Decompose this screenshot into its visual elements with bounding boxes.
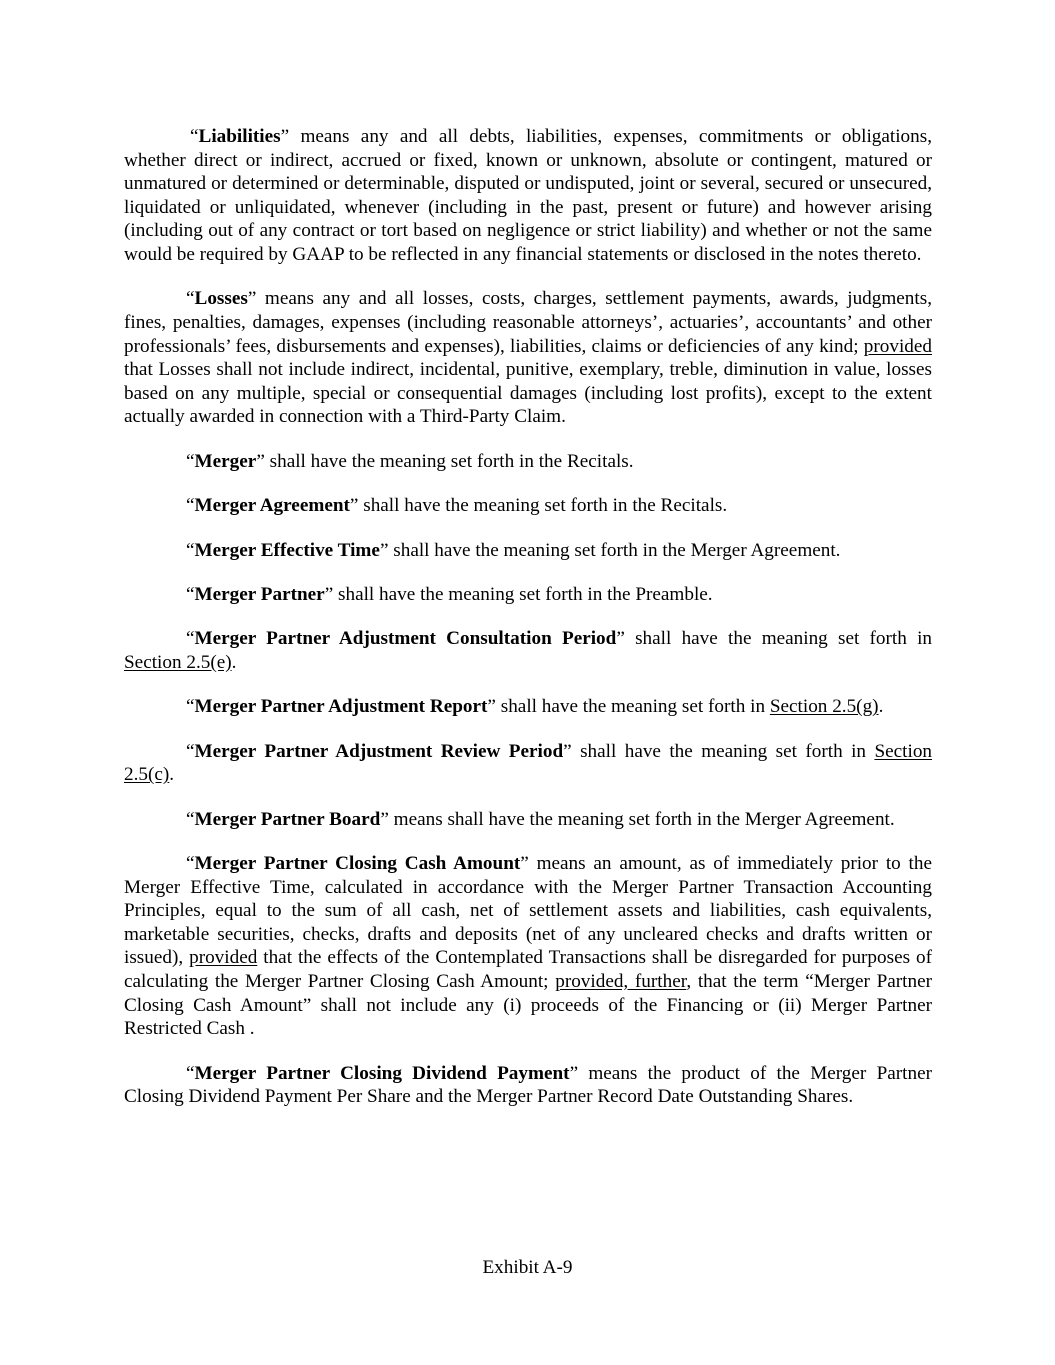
definition-merger-partner-adjustment-review-period: “Merger Partner Adjustment Review Period” shall have the meaning set forth in Section 2.5(c). xyxy=(124,740,933,786)
definition-merger-partner-adjustment-consultation-period: “Merger Partner Adjustment Consultation Period” shall have the meaning set forth in Section 2.5(e). xyxy=(124,628,932,673)
defined-term: Merger Partner Closing Cash Amount xyxy=(194,853,521,875)
definition-liabilities: “Liabilities” means any and all debts, liabilities, expenses, commitments or obligations, whether direct or indirect, accrued or fixed, known or unknown, absolute or contingent, matured or unmatured or determined or determinable, disputed or undisputed, joint or several, secured or unsecured, liquidated or unliquidated, whenever (including in the past, present or future) and however arising (including out of any contract or tort based on negligence or strict liability) and whether or not the same would be required by GAAP to be reflected in any financial statements or disclosed in the notes thereto. xyxy=(124,126,932,265)
defined-term: Merger Partner Adjustment Review Period xyxy=(194,740,564,762)
page-footer: Exhibit A-9 xyxy=(482,1257,573,1278)
defined-term: Merger xyxy=(194,450,257,472)
underlined-proviso: provided xyxy=(863,335,932,357)
defined-term: Merger Partner Adjustment Consultation Period xyxy=(194,628,617,650)
definition-merger-partner-adjustment-report: “Merger Partner Adjustment Report” shall have the meaning set forth in Section 2.5(g). xyxy=(186,696,884,718)
defined-term: Merger Effective Time xyxy=(194,539,380,561)
defined-term: Merger Partner Board xyxy=(194,808,381,830)
definition-merger-partner-board: “Merger Partner Board” means shall have the meaning set forth in the Merger Agreement. xyxy=(186,808,895,830)
defined-term: Merger Agreement xyxy=(194,495,350,517)
definition-merger-partner: “Merger Partner” shall have the meaning set forth in the Preamble. xyxy=(186,583,713,605)
defined-term: Merger Partner xyxy=(194,583,325,605)
definition-merger-effective-time: “Merger Effective Time” shall have the meaning set forth in the Merger Agreement. xyxy=(186,539,841,561)
definition-losses: “Losses” means any and all losses, costs, charges, settlement payments, awards, judgments, fines, penalties, damages, expenses (including reasonable attorneys’, actuaries’, accountants’ and other professionals’ fees, disbursements and expenses), liabilities, claims or deficiencies of any kind; provided that Losses shall not include indirect, incidental, punitive, exemplary, treble, diminution in value, losses based on any multiple, special or consequential damages (including lost profits), except to the extent actually awarded in connection with a Third-Party Claim. xyxy=(124,288,932,428)
definition-merger-partner-closing-dividend-payment: “Merger Partner Closing Dividend Payment” means the product of the Merger Partner Closing Dividend Payment Per Share and the Merger Partner Record Date Outstanding Shares. xyxy=(124,1062,932,1108)
defined-term: Merger Partner Adjustment Report xyxy=(194,696,488,718)
underlined-proviso: provided, further xyxy=(555,971,687,992)
section-reference: Section 2.5(e) xyxy=(124,651,232,673)
underlined-proviso: provided xyxy=(189,947,258,969)
definition-merger-partner-closing-cash-amount: “Merger Partner Closing Cash Amount” means an amount, as of immediately prior to the Merger Effective Time, calculated in accordance with the Merger Partner Transaction Accounting Principles, equal to the sum of all cash, net of settlement assets and liabilities, cash equivalents, marketable securities, checks, drafts and deposits (net of any uncleared checks and drafts written or issued), provided that the effects of the Contemplated Transactions shall be disregarded for purposes of calculating the Merger Partner Closing Cash Amount; provided, further, that the term “Merger Partner Closing Cash Amount” shall not include any (i) proceeds of the Financing or (ii) Merger Partner Restricted Cash . xyxy=(124,853,933,1040)
defined-term: Losses xyxy=(194,288,248,310)
definitions-section xyxy=(124,125,932,1109)
defined-term: Merger Partner Closing Dividend Payment xyxy=(194,1062,570,1084)
section-reference: Section 2.5(c) xyxy=(124,740,933,786)
definition-merger-agreement: “Merger Agreement” shall have the meaning set forth in the Recitals. xyxy=(186,495,728,517)
section-reference: Section 2.5(g) xyxy=(769,696,879,718)
defined-term: Liabilities xyxy=(198,126,281,147)
definition-merger: “Merger” shall have the meaning set forth in the Recitals. xyxy=(186,450,634,472)
